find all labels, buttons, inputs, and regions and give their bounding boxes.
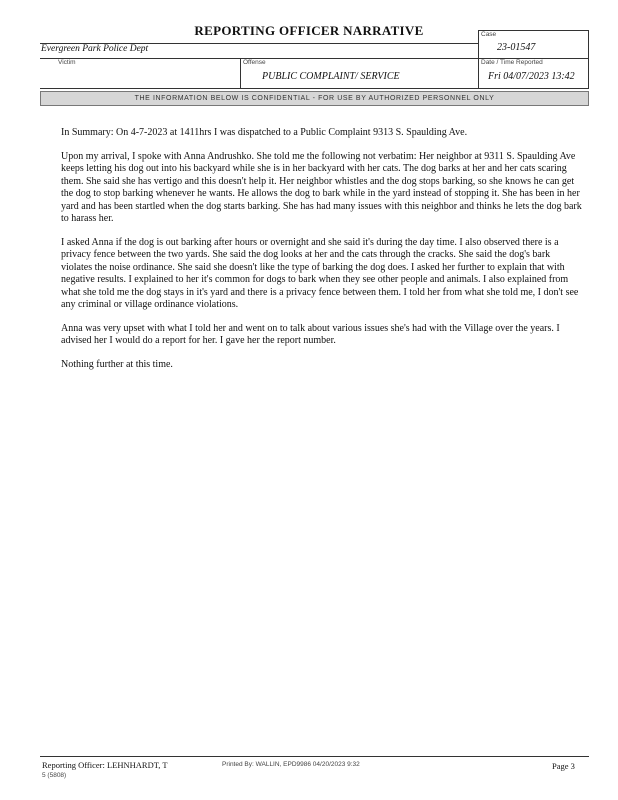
date-label: Date / Time Reported	[481, 59, 543, 66]
page-number: Page 3	[552, 761, 575, 771]
case-number: 23-01547	[497, 42, 536, 53]
footer-divider	[40, 756, 589, 757]
narrative-paragraph: Upon my arrival, I spoke with Anna Andrushko. She told me the following not verbatim: Her neighbor at 9311 S. Spaulding Ave keeps letting his dog out into his backyard while she is in her backyard with her cats. The dog barks at her and her cats scaring them. She said she has vertigo and this doesn't help it. Her neighbor whistles and the dog stops barking, so she knows he can get the dog to stop barking whenever he wants. He allows the dog to bark while in the yard instead of stopping it. She has been in her yard and has been startled when the dog starts barking. She has had many issues with this neighbor and thinks he lets the dog bark to harass her.	[61, 150, 582, 224]
narrative-paragraph: In Summary: On 4-7-2023 at 1411hrs I was dispatched to a Public Complaint 9313 S. Spaulding Ave.	[61, 127, 468, 138]
date-time-value: Fri 04/07/2023 13:42	[488, 71, 575, 82]
report-title: REPORTING OFFICER NARRATIVE	[194, 23, 424, 38]
narrative-paragraph: I asked Anna if the dog is out barking after hours or overnight and she said it's during the day time. I also observed there is a privacy fence between the two yards. She said the dog looks at her and the cats through the cracks. She said the dog's bark violates the noise ordinance. She said she doesn't like the type of barking the dog does. I asked her further to explain that with negative results. I explained to her it's common for dogs to bark when they see other people and animals. I also explained from what she told me the dog stays in it's yard and there is a privacy fence between them. I told her from what she told me, I don't see any criminal or village ordinance violations.	[61, 236, 579, 310]
offense-label: Offense	[243, 59, 266, 66]
case-label: Case	[481, 31, 497, 38]
reporting-officer: Reporting Officer: LEHNHARDT, T	[42, 760, 168, 770]
header-grid	[40, 30, 589, 89]
narrative-paragraph: Nothing further at this time.	[61, 358, 173, 370]
printed-by: Printed By: WALLIN, EPD9986 04/20/2023 9:32	[222, 761, 360, 768]
narrative-body	[61, 127, 583, 382]
narrative-paragraph: Anna was very upset with what I told her and went on to talk about various issues she's had with the Village over the years. I advised her I would do a report for her. I gave her the report number.	[61, 322, 560, 346]
agency-name: Evergreen Park Police Dept	[41, 44, 149, 54]
officer-id: 5 (5808)	[42, 772, 67, 779]
confidential-banner: THE INFORMATION BELOW IS CONFIDENTIAL - FOR USE BY AUTHORIZED PERSONNEL ONLY	[40, 91, 589, 106]
victim-label: Victim	[58, 59, 76, 66]
offense-value: PUBLIC COMPLAINT/ SERVICE	[262, 71, 400, 82]
